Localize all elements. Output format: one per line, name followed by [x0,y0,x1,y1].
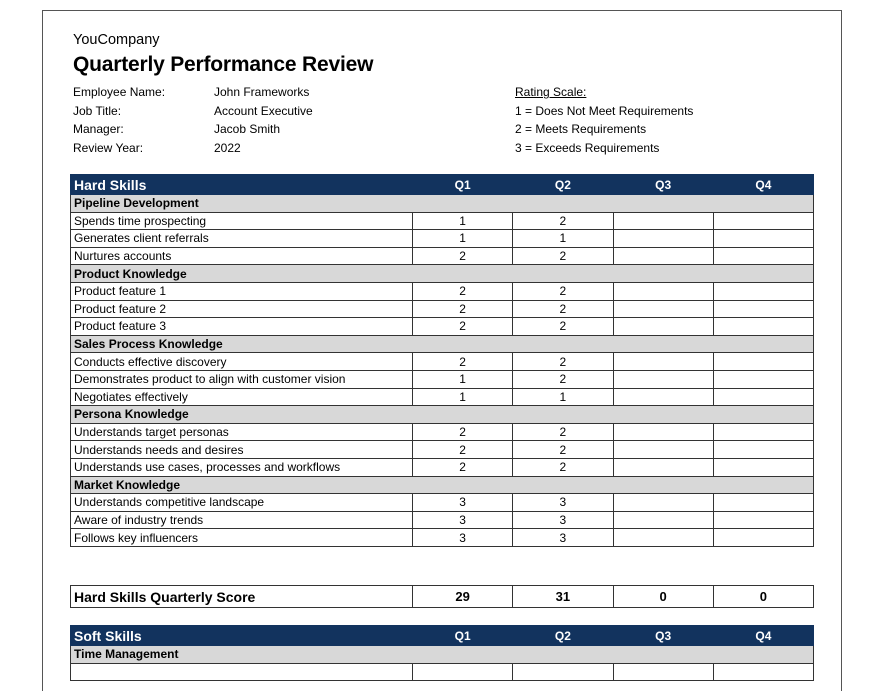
category-name: Time Management [71,646,814,664]
info-value: Account Executive [214,103,313,118]
skill-row [71,230,814,248]
skill-name: Spends time prospecting [71,212,413,230]
score-cell-q4[interactable] [713,388,813,406]
rating-scale-item: 3 = Exceeds Requirements [515,140,660,155]
info-label: Review Year: [73,140,144,155]
category-row [71,406,814,424]
soft-skills-header-row [71,626,814,646]
hard-skills-score-table [70,585,814,608]
score-cell-q2[interactable]: 2 [513,370,613,388]
quarterly-score-q4: 0 [713,586,813,608]
score-cell-q3[interactable] [613,458,713,476]
skill-row [71,388,814,406]
info-label: Employee Name: [73,85,166,99]
skill-name: Follows key influencers [71,529,413,547]
score-cell-q3[interactable] [613,318,713,336]
score-cell-q1[interactable]: 2 [413,458,513,476]
score-cell-q4[interactable] [713,282,813,300]
info-value: 2022 [214,140,241,155]
score-cell-q2[interactable]: 2 [513,441,613,459]
score-cell-q2[interactable]: 1 [513,230,613,248]
score-cell-q2[interactable]: 2 [513,423,613,441]
category-name: Product Knowledge [71,265,814,283]
score-cell-q4[interactable] [713,318,813,336]
score-cell-q4[interactable] [713,212,813,230]
skill-name: Product feature 2 [71,300,413,318]
rating-scale-item: 1 = Does Not Meet Requirements [515,103,694,118]
skill-row [71,423,814,441]
review-document [42,10,842,691]
skill-name: Understands competitive landscape [71,494,413,512]
skill-row [71,370,814,388]
score-cell-q3[interactable] [613,441,713,459]
info-row [73,102,313,121]
section-title: Soft Skills [71,626,413,646]
skill-name: Understands needs and desires [71,441,413,459]
skill-row [71,353,814,371]
quarterly-score-q3: 0 [613,586,713,608]
page-title: Quarterly Performance Review [73,53,374,76]
skill-row [71,282,814,300]
score-cell-q3[interactable] [613,230,713,248]
skill-name: Understands target personas [71,423,413,441]
score-cell-q1[interactable]: 1 [413,212,513,230]
quarter-header-q1: Q1 [413,175,513,195]
category-row [71,335,814,353]
rating-scale-heading: Rating Scale: [515,85,587,99]
info-label: Job Title: [73,103,122,118]
score-cell-q2[interactable]: 1 [513,388,613,406]
section-title: Hard Skills [71,175,413,195]
skill-row [71,441,814,459]
score-cell-q4[interactable] [713,300,813,318]
score-cell-q3[interactable] [613,494,713,512]
score-cell-q2[interactable]: 2 [513,247,613,265]
score-cell-q1[interactable]: 2 [413,353,513,371]
category-row [71,265,814,283]
quarterly-score-q2: 31 [513,586,613,608]
score-cell-q2[interactable]: 2 [513,458,613,476]
score-cell-q4[interactable] [713,247,813,265]
skill-row [71,458,814,476]
soft-skills-table [70,625,814,681]
hard-skills-table [70,174,814,547]
rating-scale-item: 2 = Meets Requirements [515,122,647,136]
skill-row [71,494,814,512]
score-cell-q3[interactable] [613,529,713,547]
score-cell-q1[interactable]: 2 [413,282,513,300]
skill-name: Product feature 1 [71,282,413,300]
score-cell-q2[interactable] [513,663,613,681]
score-cell-q4[interactable] [713,353,813,371]
quarter-header-q3: Q3 [613,626,713,646]
info-label: Manager: [73,122,124,136]
skill-name [71,663,413,681]
category-name: Pipeline Development [71,195,814,213]
quarter-header-q1: Q1 [413,626,513,646]
score-cell-q1[interactable]: 2 [413,441,513,459]
info-value: John Frameworks [214,85,310,99]
score-cell-q3[interactable] [613,212,713,230]
score-cell-q3[interactable] [613,663,713,681]
skill-name: Nurtures accounts [71,247,413,265]
score-cell-q2[interactable]: 2 [513,212,613,230]
skill-row [71,300,814,318]
score-cell-q4[interactable] [713,494,813,512]
score-cell-q2[interactable]: 3 [513,511,613,529]
score-cell-q1[interactable]: 3 [413,529,513,547]
skill-name: Negotiates effectively [71,388,413,406]
score-cell-q3[interactable] [613,511,713,529]
score-cell-q1[interactable]: 2 [413,423,513,441]
category-name: Sales Process Knowledge [71,335,814,353]
info-value: Jacob Smith [214,122,281,136]
category-row [71,195,814,213]
skill-name: Conducts effective discovery [71,353,413,371]
score-cell-q1[interactable]: 2 [413,300,513,318]
quarterly-score-row [71,586,814,608]
score-cell-q1[interactable]: 3 [413,494,513,512]
skill-row [71,247,814,265]
score-cell-q1[interactable]: 3 [413,511,513,529]
score-cell-q3[interactable] [613,247,713,265]
score-cell-q2[interactable]: 3 [513,529,613,547]
score-cell-q2[interactable]: 3 [513,494,613,512]
skill-name: Product feature 3 [71,318,413,336]
score-cell-q3[interactable] [613,423,713,441]
rating-scale [515,83,693,157]
skill-name: Understands use cases, processes and workflows [71,458,413,476]
score-cell-q1[interactable]: 1 [413,388,513,406]
score-cell-q4[interactable] [713,423,813,441]
skill-row [71,511,814,529]
category-name: Persona Knowledge [71,406,814,424]
score-cell-q4[interactable] [713,511,813,529]
quarterly-score-q1: 29 [413,586,513,608]
score-cell-q3[interactable] [613,300,713,318]
score-cell-q1[interactable]: 1 [413,370,513,388]
hard-skills-header-row [71,175,814,195]
score-cell-q4[interactable] [713,529,813,547]
skill-row [71,663,814,681]
quarter-header-q4: Q4 [713,175,813,195]
skill-name: Aware of industry trends [71,511,413,529]
quarter-header-q3: Q3 [613,175,713,195]
score-cell-q3[interactable] [613,282,713,300]
info-row [73,83,313,102]
score-cell-q1[interactable]: 2 [413,247,513,265]
employee-info [73,83,313,157]
score-cell-q2[interactable]: 2 [513,353,613,371]
skill-name: Generates client referrals [71,230,413,248]
score-cell-q4[interactable] [713,663,813,681]
score-cell-q3[interactable] [613,353,713,371]
info-row [73,139,313,158]
quarter-header-q2: Q2 [513,626,613,646]
company-name: YouCompany [73,32,160,48]
skill-row [71,529,814,547]
score-cell-q4[interactable] [713,370,813,388]
category-row [71,476,814,494]
score-cell-q4[interactable] [713,458,813,476]
score-cell-q1[interactable] [413,663,513,681]
score-cell-q1[interactable]: 2 [413,318,513,336]
skill-row [71,212,814,230]
score-cell-q4[interactable] [713,230,813,248]
category-row [71,646,814,664]
quarter-header-q4: Q4 [713,626,813,646]
score-cell-q3[interactable] [613,370,713,388]
quarter-header-q2: Q2 [513,175,613,195]
skill-name: Demonstrates product to align with customer vision [71,370,413,388]
quarterly-score-label: Hard Skills Quarterly Score [71,586,413,608]
category-name: Market Knowledge [71,476,814,494]
score-cell-q2[interactable]: 2 [513,300,613,318]
score-cell-q3[interactable] [613,388,713,406]
skill-row [71,318,814,336]
score-cell-q1[interactable]: 1 [413,230,513,248]
score-cell-q4[interactable] [713,441,813,459]
score-cell-q2[interactable]: 2 [513,318,613,336]
score-cell-q2[interactable]: 2 [513,282,613,300]
info-row [73,120,313,139]
